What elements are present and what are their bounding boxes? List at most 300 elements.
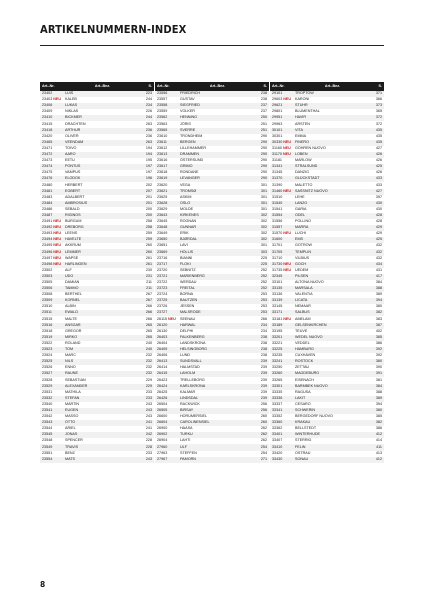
page-ref: 382 bbox=[370, 420, 384, 426]
article-number: 33401 bbox=[272, 432, 283, 437]
article-name: NILS bbox=[63, 359, 140, 365]
page-ref: 261 bbox=[140, 262, 154, 268]
article-name: GRIMO bbox=[178, 164, 255, 170]
article-number: 31735 bbox=[272, 267, 283, 272]
page-ref: 239 bbox=[255, 396, 269, 402]
article-number: 23532 bbox=[42, 395, 53, 400]
article-name: SIEGFRIED bbox=[178, 103, 255, 109]
article-name: FINERO bbox=[293, 140, 370, 146]
article-name: GARIA bbox=[293, 207, 370, 213]
article-name: MALSRODE bbox=[178, 310, 255, 316]
article-number: 23473 bbox=[42, 158, 53, 163]
article-number: 23519 bbox=[42, 334, 53, 339]
page-ref: 225 bbox=[255, 262, 269, 268]
article-name: BICKMER bbox=[63, 115, 140, 121]
article-name: ALTONA NUOVO bbox=[293, 280, 370, 286]
article-number: 33336 bbox=[272, 395, 283, 400]
page-ref: 260 bbox=[140, 249, 154, 255]
page-ref: 234 bbox=[255, 323, 269, 329]
page-ref: 385 bbox=[370, 335, 384, 341]
new-badge: NEU bbox=[283, 231, 292, 236]
new-badge: NEU bbox=[282, 152, 291, 157]
page-ref: 254 bbox=[255, 444, 269, 450]
page-ref: 239 bbox=[255, 390, 269, 396]
page-ref: 238 bbox=[255, 335, 269, 341]
article-number: 29801 bbox=[272, 109, 283, 114]
article-name: UEDEM bbox=[293, 268, 370, 274]
article-name: ASKIM bbox=[178, 195, 255, 201]
article-name: MARTIN bbox=[63, 402, 140, 408]
page-ref: 232 bbox=[140, 353, 154, 359]
page-ref: 232 bbox=[140, 371, 154, 377]
article-number: 29963 bbox=[272, 121, 283, 126]
article-number-cell bbox=[270, 189, 293, 195]
page-ref: 385 bbox=[370, 414, 384, 420]
article-name: VEDDEL bbox=[293, 341, 370, 347]
article-number: 23524 bbox=[42, 353, 53, 358]
article-name: DRAMMEN bbox=[178, 152, 255, 158]
page-ref: 243 bbox=[140, 402, 154, 408]
article-name: WINTERHUDE bbox=[293, 432, 370, 438]
article-number: 23727 bbox=[157, 310, 168, 315]
page-ref: 243 bbox=[140, 414, 154, 420]
page-ref: 302 bbox=[255, 225, 269, 231]
page-ref: 394 bbox=[370, 298, 384, 304]
article-name: STRALSUND bbox=[293, 164, 370, 170]
article-name: RONDANE bbox=[178, 170, 255, 176]
article-number: 26425 bbox=[157, 389, 168, 394]
article-number: 23723 bbox=[157, 286, 168, 291]
page-ref: 239 bbox=[255, 371, 269, 377]
article-name: MATHILA bbox=[63, 390, 140, 396]
page-ref: 390 bbox=[370, 365, 384, 371]
new-badge: NEU bbox=[283, 188, 292, 193]
article-name: ELODOK bbox=[63, 176, 140, 182]
article-number: 26120 bbox=[157, 322, 168, 327]
article-number: 33352 bbox=[272, 414, 283, 419]
header-nr: Art.-Nr. bbox=[40, 82, 63, 91]
page-ref: 238 bbox=[255, 97, 269, 103]
page-ref: 413 bbox=[370, 451, 384, 457]
page-ref: 430 bbox=[370, 207, 384, 213]
page-ref: 302 bbox=[255, 231, 269, 237]
article-name: LAKIT bbox=[293, 396, 370, 402]
article-name: LINDSDAL bbox=[178, 396, 255, 402]
article-name: ANSGAR bbox=[63, 323, 140, 329]
new-badge: NEU bbox=[53, 219, 62, 224]
page-ref: 251 bbox=[255, 128, 269, 134]
article-number: 33101 bbox=[272, 280, 283, 284]
article-number-cell bbox=[270, 262, 293, 268]
page-ref: 427 bbox=[370, 146, 384, 152]
article-number: 23475 bbox=[42, 170, 53, 175]
article-number: 23509 bbox=[42, 298, 53, 303]
page-ref: 302 bbox=[255, 237, 269, 243]
page-ref: 382 bbox=[370, 310, 384, 316]
article-name: SASSNITZ NUOVO bbox=[293, 189, 370, 195]
page-ref: 428 bbox=[370, 213, 384, 219]
page-ref: 194 bbox=[140, 152, 154, 158]
page-ref: 262 bbox=[255, 426, 269, 432]
page-ref: 392 bbox=[370, 353, 384, 359]
article-name: MALETTO bbox=[293, 182, 370, 188]
page-ref: 265 bbox=[140, 335, 154, 341]
page-ref: 267 bbox=[140, 292, 154, 298]
article-number: 33335 bbox=[272, 389, 283, 394]
article-name: DANZIG bbox=[293, 170, 370, 176]
page-ref: 386 bbox=[370, 426, 384, 432]
page-ref: 431 bbox=[370, 268, 384, 274]
article-number: 23525 bbox=[42, 359, 53, 364]
article-name: TEUVE bbox=[293, 329, 370, 335]
page-ref: 195 bbox=[140, 158, 154, 164]
new-badge: NEU bbox=[283, 316, 292, 321]
article-name: JESSEN bbox=[178, 304, 255, 310]
article-number-cell bbox=[155, 457, 178, 463]
article-name: HAVELTE bbox=[63, 237, 140, 243]
page-title: ARTIKELNUMMERN-INDEX bbox=[40, 24, 187, 36]
article-name: AKKRUM bbox=[63, 243, 140, 249]
article-name: TRONDHEIM bbox=[178, 134, 255, 140]
page-ref: 244 bbox=[140, 115, 154, 121]
article-name: RACKWICK bbox=[178, 402, 255, 408]
article-number: 23531 bbox=[42, 389, 53, 394]
page-ref: 229 bbox=[140, 377, 154, 383]
article-number: 23548 bbox=[42, 438, 53, 443]
article-number-cell bbox=[40, 262, 63, 268]
article-name: RAGUSA bbox=[293, 390, 370, 396]
page-ref: 237 bbox=[255, 109, 269, 115]
article-number: 23528 bbox=[42, 377, 53, 382]
article-number: 26415 bbox=[157, 371, 168, 376]
article-number: 31701 bbox=[272, 243, 283, 248]
article-number: 26424 bbox=[157, 383, 168, 388]
page-ref: 260 bbox=[255, 414, 269, 420]
article-number-cell bbox=[40, 225, 63, 231]
page-ref: 256 bbox=[255, 402, 269, 408]
article-name: AMELAM bbox=[293, 316, 370, 322]
article-number: 23402 bbox=[42, 91, 53, 96]
article-number: 23476 bbox=[42, 176, 53, 181]
page-ref: 290 bbox=[255, 176, 269, 182]
article-number: 23724 bbox=[157, 292, 168, 297]
page-ref: 241 bbox=[140, 420, 154, 426]
article-name: ODEL bbox=[293, 213, 370, 219]
article-number-cell bbox=[270, 457, 293, 463]
article-name: ALEXANDER bbox=[63, 384, 140, 390]
article-number: 23565 bbox=[157, 127, 168, 132]
article-number: 33145 bbox=[272, 304, 283, 309]
page-ref: 429 bbox=[370, 225, 384, 231]
article-name: TRAVIS bbox=[63, 444, 140, 450]
page-ref: 303 bbox=[255, 249, 269, 255]
article-number: 33201 bbox=[272, 334, 283, 339]
header-s: S. bbox=[255, 82, 269, 91]
article-number-cell bbox=[270, 152, 293, 158]
article-name: TURKU bbox=[178, 432, 255, 438]
article-name: ARTHUR bbox=[63, 128, 140, 134]
page-ref: 252 bbox=[255, 286, 269, 292]
page-ref: 386 bbox=[370, 341, 384, 347]
article-number: 31510 bbox=[272, 194, 283, 199]
article-number: 33221 bbox=[272, 340, 283, 345]
article-name: MAGDEBURG bbox=[293, 371, 370, 377]
page-ref: 389 bbox=[370, 396, 384, 402]
article-number: 31705 bbox=[272, 249, 283, 254]
article-name: VOLKER bbox=[178, 109, 255, 115]
article-name: SONAU bbox=[293, 457, 370, 463]
article-number: 26405 bbox=[157, 347, 168, 352]
article-name: DREBORG bbox=[63, 225, 140, 231]
article-number: 26403 bbox=[157, 334, 168, 339]
article-number: 29621 bbox=[272, 103, 283, 108]
article-name: PAMORN bbox=[178, 457, 255, 463]
page-ref: 411 bbox=[370, 444, 384, 450]
article-number: 23549 bbox=[42, 444, 53, 449]
article-name: LUIS bbox=[63, 91, 140, 97]
page-ref: 244 bbox=[140, 97, 154, 103]
article-name: ARSTEN bbox=[293, 121, 370, 127]
article-name: LICATA bbox=[293, 298, 370, 304]
article-name: ROGNAN bbox=[178, 219, 255, 225]
article-name: HAASA bbox=[178, 426, 255, 432]
page-ref: 262 bbox=[255, 432, 269, 438]
page-ref: 250 bbox=[255, 115, 269, 121]
article-name: ZETTAU bbox=[293, 365, 370, 371]
article-number: 33250 bbox=[272, 365, 283, 370]
article-name: SUNDSVALL bbox=[178, 359, 255, 365]
article-name: GUSTAV bbox=[178, 97, 255, 103]
article-number: 31730 bbox=[272, 261, 283, 266]
page-ref: 238 bbox=[255, 353, 269, 359]
article-name: EMS bbox=[293, 237, 370, 243]
article-number-cell bbox=[40, 219, 63, 225]
article-number: 23557 bbox=[157, 97, 168, 102]
article-name: BENZ bbox=[63, 451, 140, 457]
page-ref: 201 bbox=[140, 201, 154, 207]
article-number: 31554 bbox=[272, 212, 283, 217]
article-name: TROMSØ bbox=[178, 189, 255, 195]
article-name: VILBIUS bbox=[293, 256, 370, 262]
page-ref: 394 bbox=[370, 402, 384, 408]
header-nr: Art.-Nr. bbox=[270, 82, 293, 91]
article-name: TROPTOW bbox=[293, 91, 370, 97]
page-ref: 389 bbox=[370, 292, 384, 298]
article-number-cell bbox=[270, 231, 293, 237]
page-ref: 194 bbox=[140, 146, 154, 152]
article-number: 23494 bbox=[42, 237, 53, 242]
article-name: LUCHI bbox=[293, 231, 370, 237]
article-number: 31370 bbox=[272, 176, 283, 181]
page-ref: 200 bbox=[140, 213, 154, 219]
article-name: BARMBEK NUOVO bbox=[293, 384, 370, 390]
page-ref: 233 bbox=[140, 396, 154, 402]
page-ref: 432 bbox=[370, 249, 384, 255]
article-name: HELSINGBORG bbox=[178, 347, 255, 353]
article-name: EMMA bbox=[293, 134, 370, 140]
page-ref: 380 bbox=[370, 359, 384, 365]
page-ref: 229 bbox=[140, 384, 154, 390]
article-number: 31710 bbox=[272, 255, 283, 260]
article-number-cell bbox=[155, 316, 178, 322]
page-ref: 253 bbox=[255, 292, 269, 298]
article-name: EUGEN bbox=[63, 408, 140, 414]
page-ref: 412 bbox=[370, 432, 384, 438]
table-row bbox=[155, 457, 269, 463]
article-number: 23618 bbox=[157, 170, 168, 175]
page-ref: 239 bbox=[255, 365, 269, 371]
article-name: AARO bbox=[63, 152, 140, 158]
article-number: 33195 bbox=[272, 328, 283, 333]
article-number: 23410 bbox=[42, 115, 53, 120]
article-name: VEGA bbox=[178, 182, 255, 188]
article-name: MARLOW bbox=[293, 158, 370, 164]
page-ref: 266 bbox=[140, 310, 154, 316]
page-ref: 239 bbox=[255, 377, 269, 383]
article-name: OTTO bbox=[63, 420, 140, 426]
page-ref: 230 bbox=[140, 268, 154, 274]
article-number: 33265 bbox=[272, 377, 283, 382]
article-name: LEENS bbox=[63, 231, 140, 237]
title-rule bbox=[40, 45, 384, 46]
article-name: RAUNE bbox=[63, 371, 140, 377]
article-number: 23617 bbox=[157, 164, 168, 169]
new-badge: NEU bbox=[282, 145, 291, 150]
page-ref: 200 bbox=[140, 207, 154, 213]
page-ref: 417 bbox=[370, 274, 384, 280]
article-number: 23620 bbox=[157, 182, 168, 187]
page-ref: 252 bbox=[255, 280, 269, 286]
article-name: OLIVER bbox=[63, 134, 140, 140]
article-number-cell bbox=[270, 316, 293, 322]
article-number: 23650 bbox=[157, 237, 168, 242]
article-number: 29603 bbox=[272, 97, 283, 102]
article-name: TRELLEBORG bbox=[178, 377, 255, 383]
article-number-cell bbox=[40, 97, 63, 103]
page-ref: 197 bbox=[140, 170, 154, 176]
page-ref: 432 bbox=[370, 243, 384, 249]
page-ref: 372 bbox=[370, 115, 384, 121]
article-name: LUND bbox=[178, 353, 255, 359]
article-number: 23625 bbox=[157, 194, 168, 199]
page-ref: 414 bbox=[370, 438, 384, 444]
page-ref: 301 bbox=[255, 201, 269, 207]
article-name: KRAKAU bbox=[293, 420, 370, 426]
page-ref: 290 bbox=[255, 146, 269, 152]
page-ref: 232 bbox=[140, 365, 154, 371]
page-ref: 301 bbox=[255, 195, 269, 201]
article-name: LILLEHAMMER bbox=[178, 146, 255, 152]
article-name: TOM bbox=[63, 347, 140, 353]
article-name: KALMAR bbox=[178, 390, 255, 396]
article-number: 23523 bbox=[42, 347, 53, 352]
article-number: 31341 bbox=[272, 164, 283, 169]
page-ref: 236 bbox=[140, 128, 154, 134]
page-ref: 260 bbox=[255, 420, 269, 426]
article-number: 26902 bbox=[157, 432, 168, 437]
article-name: EETU bbox=[63, 158, 140, 164]
article-number: 23403 bbox=[42, 97, 53, 102]
page-ref: 234 bbox=[255, 329, 269, 335]
article-name: UDO bbox=[63, 274, 140, 280]
article-name: LAHOLM bbox=[178, 371, 255, 377]
article-number: 23529 bbox=[42, 383, 53, 388]
article-name: AMBROSIUS bbox=[63, 201, 140, 207]
page-ref: 427 bbox=[370, 189, 384, 195]
article-number: 23420 bbox=[42, 133, 53, 138]
article-number: 23722 bbox=[157, 280, 168, 284]
article-name: OSTRAU bbox=[293, 451, 370, 457]
article-number: 33341 bbox=[272, 407, 283, 412]
article-name: STEFFEN bbox=[178, 451, 255, 457]
article-number: 23471 bbox=[42, 145, 53, 150]
article-name: LEVANGER bbox=[178, 176, 255, 182]
article-number: 26130 bbox=[157, 328, 168, 333]
page-ref: 380 bbox=[370, 408, 384, 414]
page-ref: 196 bbox=[140, 176, 154, 182]
article-name: RIGINOS bbox=[63, 213, 140, 219]
page-ref: 256 bbox=[255, 408, 269, 414]
page-ref: 242 bbox=[140, 432, 154, 438]
article-name: PONTUS bbox=[63, 164, 140, 170]
article-number: 23544 bbox=[42, 426, 53, 431]
article-number: 23651 bbox=[157, 243, 168, 248]
page-ref: 258 bbox=[140, 225, 154, 231]
page-ref: 263 bbox=[140, 121, 154, 127]
page-ref: 252 bbox=[255, 274, 269, 280]
page-ref: 251 bbox=[255, 121, 269, 127]
page-ref: 197 bbox=[140, 164, 154, 170]
page-ref: 425 bbox=[370, 164, 384, 170]
page-ref: 392 bbox=[370, 347, 384, 353]
article-name: LUKAS bbox=[63, 103, 140, 109]
article-number: 33301 bbox=[272, 383, 283, 388]
header-bez: Art.-Bez. bbox=[178, 82, 255, 91]
article-number: 33171 bbox=[272, 310, 283, 315]
new-badge: NEU bbox=[53, 249, 62, 254]
article-number: 31570 bbox=[272, 231, 283, 236]
article-number: 23526 bbox=[42, 365, 53, 370]
article-name: BIANNI bbox=[178, 256, 255, 262]
article-number: 26413 bbox=[157, 359, 168, 364]
page-ref: 252 bbox=[255, 268, 269, 274]
article-number: 26900 bbox=[157, 426, 168, 431]
page-ref: 238 bbox=[255, 347, 269, 353]
article-name: BERGEDORF NUOVO bbox=[293, 414, 370, 420]
article-number: 26406 bbox=[157, 353, 168, 358]
article-number: 23484 bbox=[42, 200, 53, 205]
article-name: ROLAND bbox=[63, 341, 140, 347]
article-number: 23610 bbox=[157, 133, 168, 138]
page-ref: 207 bbox=[140, 189, 154, 195]
article-number: 23515 bbox=[42, 316, 53, 321]
page-ref: 372 bbox=[370, 121, 384, 127]
article-name: HAVIR bbox=[293, 115, 370, 121]
article-name: POLLINO bbox=[293, 219, 370, 225]
page-ref: 412 bbox=[370, 457, 384, 463]
article-name: SEBASTIAN bbox=[63, 377, 140, 383]
page-ref: 365 bbox=[370, 109, 384, 115]
article-name: BLUMENTHAL bbox=[293, 109, 370, 115]
article-name: MALTE bbox=[63, 316, 140, 322]
page-ref: 391 bbox=[370, 371, 384, 377]
article-name: LEMMER bbox=[63, 249, 140, 255]
article-number: 32345 bbox=[272, 273, 283, 278]
article-number: 33181 bbox=[272, 316, 283, 321]
article-name: BERTHEL bbox=[63, 292, 140, 298]
article-number: 33241 bbox=[272, 359, 283, 364]
article-number: 23527 bbox=[42, 371, 53, 376]
